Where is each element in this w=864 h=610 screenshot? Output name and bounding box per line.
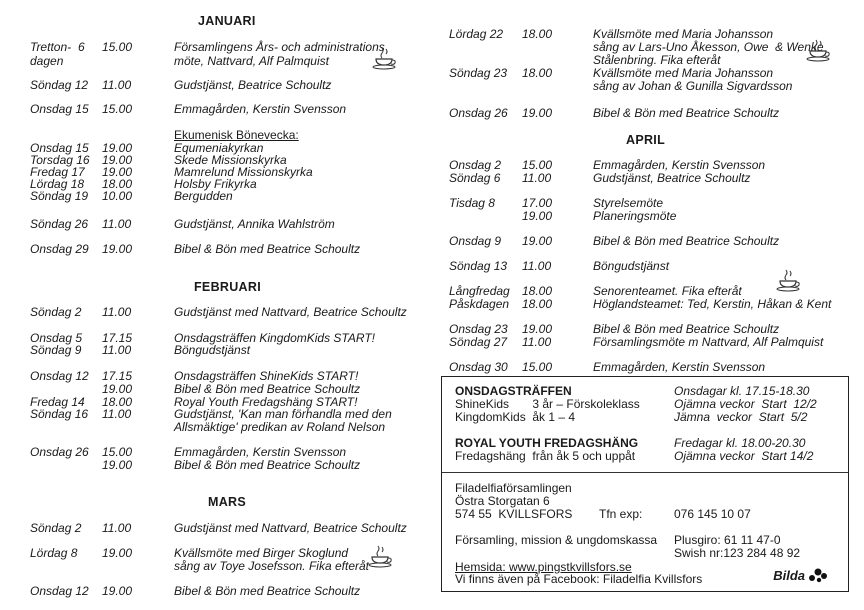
- coffee-cup-icon: [806, 38, 832, 62]
- phone-label: Tfn exp:: [599, 507, 643, 521]
- event-row: [30, 407, 410, 421]
- month-heading-januari: JANUARI: [198, 14, 256, 28]
- event-day: Onsdag 30: [449, 360, 508, 374]
- event-time: 19.00: [522, 322, 553, 336]
- event-time: 18.00: [522, 66, 553, 80]
- event-time: 15.00: [102, 40, 133, 54]
- event-description: Onsdagsträffen KingdomKids START!: [174, 331, 375, 345]
- coffee-cup-icon: [372, 46, 398, 70]
- event-description: Allsmäktige' predikan av Roland Nelson: [174, 420, 386, 434]
- event-time: 19.00: [102, 382, 133, 396]
- onsdagstraffen-when: Onsdagar kl. 17.15-18.30: [674, 384, 810, 398]
- event-description: Bibel & Bön med Beatrice Schoultz: [174, 458, 361, 472]
- royal-youth-week: Ojämna veckor Start 14/2: [674, 449, 814, 463]
- event-time: 15.00: [522, 158, 553, 172]
- event-description: Onsdagsträffen ShineKids START!: [174, 369, 359, 383]
- event-row: [30, 584, 410, 598]
- event-time: 19.00: [102, 546, 133, 560]
- event-description: Equmeniakyrkan: [174, 141, 264, 155]
- kingdomkids-when: Jämna veckor Start 5/2: [674, 410, 808, 424]
- event-time: 19.00: [102, 242, 133, 256]
- church-city: 574 55 KVILLSFORS: [455, 507, 573, 521]
- event-description: Gudstjänst med Nattvard, Beatrice Schoultz: [174, 521, 407, 535]
- event-time: 17.15: [102, 369, 133, 383]
- info-box: [441, 376, 849, 592]
- event-description: Skede Missionskyrka: [174, 153, 287, 167]
- event-day: Söndag 27: [449, 335, 508, 349]
- event-day: Fredag 17: [30, 165, 85, 179]
- event-description: Emmagården, Kerstin Svensson: [174, 445, 347, 459]
- event-day: Söndag 6: [449, 171, 501, 185]
- event-day: Lördag 18: [30, 177, 85, 191]
- event-day: Tisdag 8: [449, 196, 495, 210]
- royal-youth-when: Fredagar kl. 18.00-20.30: [674, 436, 806, 450]
- event-time: 15.00: [522, 360, 553, 374]
- event-row: [449, 27, 849, 69]
- plusgiro: Plusgiro: 61 11 47-0: [674, 533, 781, 547]
- event-time: 17.00: [522, 196, 553, 210]
- shinekids-info: ShineKids 3 år – Förskoleklass: [455, 397, 640, 411]
- event-day: Onsdag 23: [449, 322, 508, 336]
- event-day: Onsdag 12: [30, 369, 89, 383]
- coffee-cup-icon: [368, 544, 394, 568]
- event-time: 11.00: [522, 171, 552, 185]
- event-day: Söndag 23: [449, 66, 508, 80]
- event-description: Bibel & Bön med Beatrice Schoultz: [593, 106, 780, 120]
- event-day: Lördag 8: [30, 546, 78, 560]
- event-day: Onsdag 26: [449, 106, 508, 120]
- event-time: 11.00: [102, 78, 132, 92]
- event-time: 18.00: [102, 177, 133, 191]
- event-day: Lördag 22: [449, 27, 504, 41]
- event-description: Emmagården, Kerstin Svensson: [593, 158, 766, 172]
- event-day-line2: dagen: [30, 54, 64, 68]
- event-time: 11.00: [102, 407, 132, 421]
- event-day: Söndag 2: [30, 521, 82, 535]
- swish: Swish nr:123 284 48 92: [674, 546, 801, 560]
- event-time: 19.00: [522, 106, 553, 120]
- event-description: Höglandsteamet: Ted, Kerstin, Håkan & Kent: [593, 297, 832, 311]
- event-time: 11.00: [102, 217, 132, 231]
- onsdagstraffen-title: ONSDAGSTRÄFFEN: [455, 384, 572, 398]
- event-description: Gudstjänst, 'Kan man förhandla med den: [174, 407, 392, 421]
- event-row: [30, 305, 410, 319]
- event-row: [30, 343, 410, 357]
- event-description: Församlingsmöte m Nattvard, Alf Palmquist: [593, 335, 824, 349]
- event-time: 11.00: [102, 305, 132, 319]
- website-link[interactable]: Hemsida: www.pingstkvillsfors.se: [455, 560, 632, 574]
- event-day: Onsdag 26: [30, 445, 89, 459]
- event-row: [30, 521, 410, 535]
- event-description-line2: sång av Lars-Uno Åkesson, Owe & Wenke: [593, 40, 824, 54]
- event-row: [30, 420, 410, 434]
- event-description: Gudstjänst, Beatrice Schoultz: [593, 171, 751, 185]
- event-row: [30, 78, 410, 92]
- event-day: Onsdag 15: [30, 102, 89, 116]
- event-row: [449, 158, 849, 172]
- month-heading-februari: FEBRUARI: [194, 280, 261, 294]
- event-day: Långfredag: [449, 284, 510, 298]
- event-day: Onsdag 15: [30, 141, 89, 155]
- phone-number: 076 145 10 07: [674, 507, 751, 521]
- event-time: 11.00: [522, 335, 552, 349]
- event-day: Söndag 16: [30, 407, 89, 421]
- event-time: 15.00: [102, 102, 133, 116]
- event-row: [449, 196, 849, 210]
- event-row: [30, 546, 410, 574]
- event-day: Onsdag 9: [449, 234, 502, 248]
- event-day: Söndag 26: [30, 217, 89, 231]
- kingdomkids-info: KingdomKids åk 1 – 4: [455, 410, 576, 424]
- ekumenisk-title: Ekumenisk Bönevecka:: [174, 128, 299, 142]
- event-time: 19.00: [522, 234, 553, 248]
- event-description: Bergudden: [174, 189, 233, 203]
- event-row: [449, 335, 849, 349]
- event-row: [30, 102, 410, 116]
- coffee-cup-icon: [776, 268, 802, 292]
- event-day: Onsdag 5: [30, 331, 83, 345]
- event-day: Onsdag 2: [449, 158, 502, 172]
- facebook-info: Vi finns även på Facebook: Filadelfia Kvillsfors: [455, 572, 703, 586]
- event-row: [30, 40, 410, 70]
- church-name: Filadelfiaförsamlingen: [455, 481, 572, 495]
- bilda-logo: [773, 567, 828, 583]
- event-day: Onsdag 12: [30, 584, 89, 598]
- event-day: Söndag 12: [30, 78, 89, 92]
- event-description: Bibel & Bön med Beatrice Schoultz: [593, 322, 780, 336]
- event-row: [30, 382, 410, 396]
- bilda-logo-icon: [808, 567, 828, 583]
- event-row: [30, 369, 410, 383]
- event-time: 17.15: [102, 331, 133, 345]
- event-description: Mamrelund Missionskyrka: [174, 165, 313, 179]
- event-description: Böngudstjänst: [593, 259, 670, 273]
- event-description: Församlingens Års- och administrations: [174, 40, 385, 54]
- event-description: Gudstjänst med Nattvard, Beatrice Schoultz: [174, 305, 407, 319]
- event-day: Söndag 2: [30, 305, 82, 319]
- event-description: Kvällsmöte med Maria Johansson: [593, 66, 774, 80]
- box-divider: [442, 472, 848, 473]
- event-time: 18.00: [522, 27, 553, 41]
- event-description: Kvällsmöte med Maria Johansson: [593, 27, 774, 41]
- event-row: [449, 209, 849, 223]
- event-description: Bibel & Bön med Beatrice Schoultz: [593, 234, 780, 248]
- event-time: 15.00: [102, 445, 133, 459]
- event-time: 19.00: [522, 209, 553, 223]
- event-time: 18.00: [522, 297, 553, 311]
- shinekids-when: Ojämna veckor Start 12/2: [674, 397, 817, 411]
- event-description: Styrelsemöte: [593, 196, 664, 210]
- event-time: 19.00: [102, 584, 133, 598]
- event-time: 19.00: [102, 165, 133, 179]
- event-day: Söndag 19: [30, 189, 89, 203]
- bilda-logo-text: Bilda: [773, 567, 805, 583]
- event-day-number: 6: [78, 40, 85, 54]
- event-row: [449, 171, 849, 185]
- month-heading-mars: MARS: [208, 495, 247, 509]
- event-description: Bibel & Bön med Beatrice Schoultz: [174, 584, 361, 598]
- event-time: 19.00: [102, 153, 133, 167]
- event-row: [449, 106, 849, 120]
- event-day: Torsdag 16: [30, 153, 90, 167]
- event-description: Senorenteamet. Fika efteråt: [593, 284, 742, 298]
- event-row: [449, 297, 849, 311]
- event-time: 10.00: [102, 189, 133, 203]
- event-row: [30, 458, 410, 472]
- event-description: Gudstjänst, Beatrice Schoultz: [174, 78, 332, 92]
- event-description-line2: sång av Toye Josefsson. Fika efteråt: [174, 559, 369, 573]
- event-description: Bibel & Bön med Beatrice Schoultz: [174, 242, 361, 256]
- event-description: Gudstjänst, Annika Wahlström: [174, 217, 335, 231]
- event-row: [30, 445, 410, 459]
- event-day: Tretton-: [30, 40, 72, 54]
- event-time: 11.00: [522, 259, 552, 273]
- event-day: Söndag 9: [30, 343, 82, 357]
- event-row: [30, 217, 410, 231]
- event-time: 19.00: [102, 141, 133, 155]
- event-day: Påskdagen: [449, 297, 510, 311]
- event-description: Kvällsmöte med Birger Skoglund: [174, 546, 349, 560]
- event-time: 19.00: [102, 458, 133, 472]
- event-row: [30, 189, 410, 203]
- event-row: [30, 242, 410, 256]
- event-description: Emmagården, Kerstin Svensson: [174, 102, 347, 116]
- event-description: Emmagården, Kerstin Svensson: [593, 360, 766, 374]
- event-day: Onsdag 29: [30, 242, 89, 256]
- event-day: Fredag 14: [30, 395, 85, 409]
- event-time: 18.00: [522, 284, 553, 298]
- event-time: 11.00: [102, 343, 132, 357]
- event-description: Bibel & Bön med Beatrice Schoultz: [174, 382, 361, 396]
- royal-youth-title: ROYAL YOUTH FREDAGSHÄNG: [455, 436, 639, 450]
- event-row: [449, 360, 849, 374]
- event-day: Söndag 13: [449, 259, 508, 273]
- month-heading-april: APRIL: [626, 133, 665, 147]
- church-street: Östra Storgatan 6: [455, 494, 550, 508]
- event-description-line3: Stålenbring. Fika efteråt: [593, 53, 721, 67]
- royal-youth-desc: Fredagshäng från åk 5 och uppåt: [455, 449, 636, 463]
- event-description: Böngudstjänst: [174, 343, 251, 357]
- event-row: [449, 66, 849, 94]
- event-description-line2: möte, Nattvard, Alf Palmquist: [174, 54, 329, 68]
- event-description: Royal Youth Fredagshäng START!: [174, 395, 358, 409]
- event-description-line2: sång av Johan & Gunilla Sigvardsson: [593, 79, 793, 93]
- event-row: [449, 234, 849, 248]
- event-description: Holsby Frikyrka: [174, 177, 257, 191]
- event-time: 18.00: [102, 395, 133, 409]
- event-row: [449, 322, 849, 336]
- event-time: 11.00: [102, 521, 132, 535]
- event-description: Planeringsmöte: [593, 209, 677, 223]
- kassa-label: Församling, mission & ungdomskassa: [455, 533, 658, 547]
